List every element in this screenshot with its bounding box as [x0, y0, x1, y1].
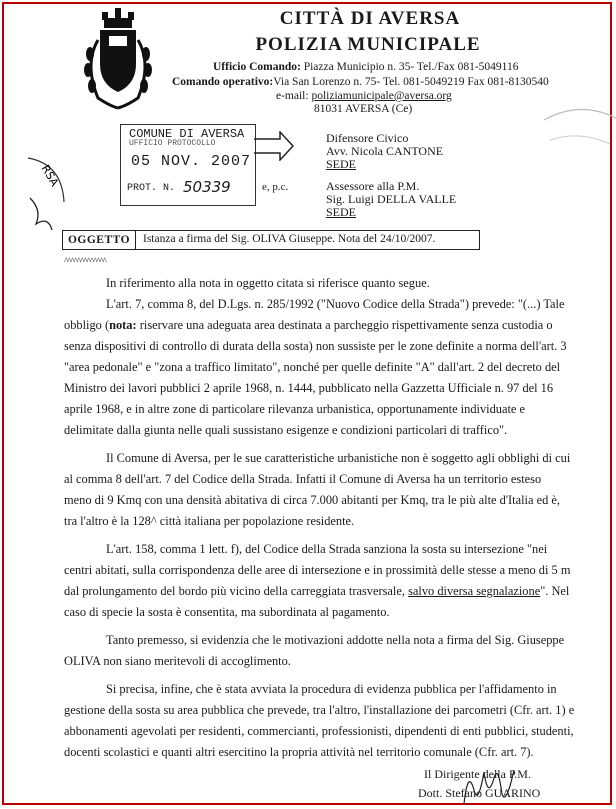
office-value: Piazza Municipio n. 35- Tel./Fax 081-5049116 — [303, 61, 519, 73]
body-line: gestione della sosta su area pubblica che prevede, tra l'altro, l'installazione dei parcometri (Cfr. art. 1) e — [64, 703, 575, 717]
recipient-civic-defender — [326, 132, 443, 171]
recipient-title: Difensore Civico — [326, 131, 409, 145]
recipient-sede: SEDE — [326, 157, 356, 171]
police-title: POLIZIA MUNICIPALE — [255, 34, 481, 55]
body-line: L'art. 7, comma 8, del D.Lgs. n. 285/1992 ("Nuovo Codice della Strada") prevede: "(...) Tale — [106, 297, 565, 311]
faint-stamp-mark — [540, 100, 616, 160]
recipient-name: Avv. Nicola CANTONE — [326, 144, 444, 158]
email-label: e-mail: — [276, 90, 309, 102]
side-stamp — [22, 150, 72, 240]
body-line: centri abitati, sulla corrispondenza delle aree di intersezione e in prossimità delle stesse a meno di 5 m — [64, 563, 571, 577]
body-line: meno di 9 Kmq con una densità abitativa di circa 7.000 abitanti per Kmq, tra le più alte d'Italia ed è, — [64, 493, 560, 507]
recipient-assessor — [326, 180, 456, 219]
body-line: Il Comune di Aversa, per le sue caratteristiche urbanistiche non è soggetto agli obblighi di cui — [106, 451, 571, 465]
command-value: Via San Lorenzo n. 75- Tel. 081-5049219 Fax 081-8130540 — [273, 76, 549, 88]
command-line — [172, 76, 549, 88]
body-line: tra l'altro è la 128^ città italiana per popolazione residente. — [64, 514, 355, 528]
body-line-rest: riservare una adeguata area destinata a parcheggio rispettivamente senza custodia o — [139, 318, 553, 332]
office-label: Ufficio Comando: — [213, 61, 301, 73]
command-label: Comando operativo: — [172, 76, 274, 88]
body-line: Tanto premesso, si evidenzia che le motivazioni addotte nella nota a firma del Sig. Giuseppe — [106, 633, 565, 647]
stamp-line2: UFFICIO PROTOCOLLO — [129, 139, 216, 148]
body-line — [64, 584, 569, 599]
stamp-prot-number: 50339 — [183, 178, 231, 196]
stamp-prot-label: PROT. N. — [127, 183, 176, 194]
body-line-prefix: obbligo ( — [64, 318, 110, 332]
body-line-end: ". Nel — [540, 584, 570, 598]
body-line: Ministro dei lavori pubblici 2 aprile 1968, n. 1444, pubblicato nella Gazzetta Ufficiale n. 97 del 16 — [64, 381, 554, 395]
side-stamp-text: RSA — [38, 162, 62, 189]
protocol-stamp — [120, 124, 256, 206]
body-line: "area pedonale" e "zona a traffico limitato", nonché per quelle definite "A" dall'art. 2 del decreto del — [64, 360, 561, 374]
stamp-date: 05 NOV. 2007 — [131, 153, 252, 170]
city-title: CITTÀ DI AVERSA — [279, 8, 461, 29]
ep-label: e, p.c. — [262, 181, 289, 193]
body-line: caso di specie la sosta è consentita, ma subordinata al pagamento. — [64, 605, 390, 619]
handwritten-signature — [458, 760, 518, 808]
body-line: delimitate dalla giunta nelle quali sussistano esigenze e condizioni particolari di traffico". — [64, 423, 508, 437]
body-line-start: dal prolungamento del bordo più vicino della carreggiata trasversale, — [64, 584, 405, 598]
signature-name: Dott. Stefano GUARINO — [418, 786, 541, 800]
body-line: al comma 8 dell'art. 7 del Codice della Strada. Infatti il Comune di Aversa ha un territorio esteso — [64, 472, 542, 486]
email-link[interactable]: poliziamunicipale@aversa.org — [311, 90, 452, 102]
body-line: abbonamenti agevolati per residenti, commercianti, professionisti, dipendenti di enti pubblici, studenti, — [64, 724, 574, 738]
recipient-name: Sig. Luigi DELLA VALLE — [326, 192, 457, 206]
subject-label: OGGETTO — [63, 231, 136, 249]
body-line: docenti scolastici e quanti altri esercitino la propria attività nel territorio comunale (Cfr. art. 7). — [64, 745, 534, 759]
coat-of-arms-icon — [76, 6, 160, 114]
body-line-bold: nota: — [109, 318, 137, 332]
body-line: Si precisa, infine, che è stata avviata la procedura di evidenza pubblica per l'affidamento in — [106, 682, 557, 696]
arrow-right-icon — [254, 131, 294, 161]
office-line — [213, 61, 519, 73]
stamp-line1: COMUNE DI AVERSA — [129, 127, 245, 141]
caret-separator: ^^^^^^^^^^^^^ — [64, 256, 106, 266]
subject-text: Istanza a firma del Sig. OLIVA Giuseppe. Nota del 24/10/2007. — [143, 233, 436, 245]
body-line: In riferimento alla nota in oggetto citata si riferisce quanto segue. — [106, 276, 430, 290]
body-line: L'art. 158, comma 1 lett. f), del Codice della Strada sanziona la sosta su intersezione "nei — [106, 542, 548, 556]
signature-role: Il Dirigente della P.M. — [424, 767, 531, 781]
body-line: senza dispositivi di controllo di durata della sosta) non sussiste per le zone definite a norma dell'art. 3 — [64, 339, 567, 353]
body-line: aprile 1968, e in altre zone di particolare rilevanza urbanistica, opportunamente individuate e — [64, 402, 526, 416]
recipient-sede: SEDE — [326, 205, 356, 219]
body-line: OLIVA non siano meritevoli di accoglimento. — [64, 654, 291, 668]
subject-box — [62, 230, 480, 250]
email-line — [276, 90, 452, 102]
recipient-title: Assessore alla P.M. — [326, 179, 420, 193]
body-line-underlined: salvo diversa segnalazione — [408, 584, 541, 598]
postal-address: 81031 AVERSA (Ce) — [314, 103, 413, 115]
body-line — [64, 318, 553, 333]
